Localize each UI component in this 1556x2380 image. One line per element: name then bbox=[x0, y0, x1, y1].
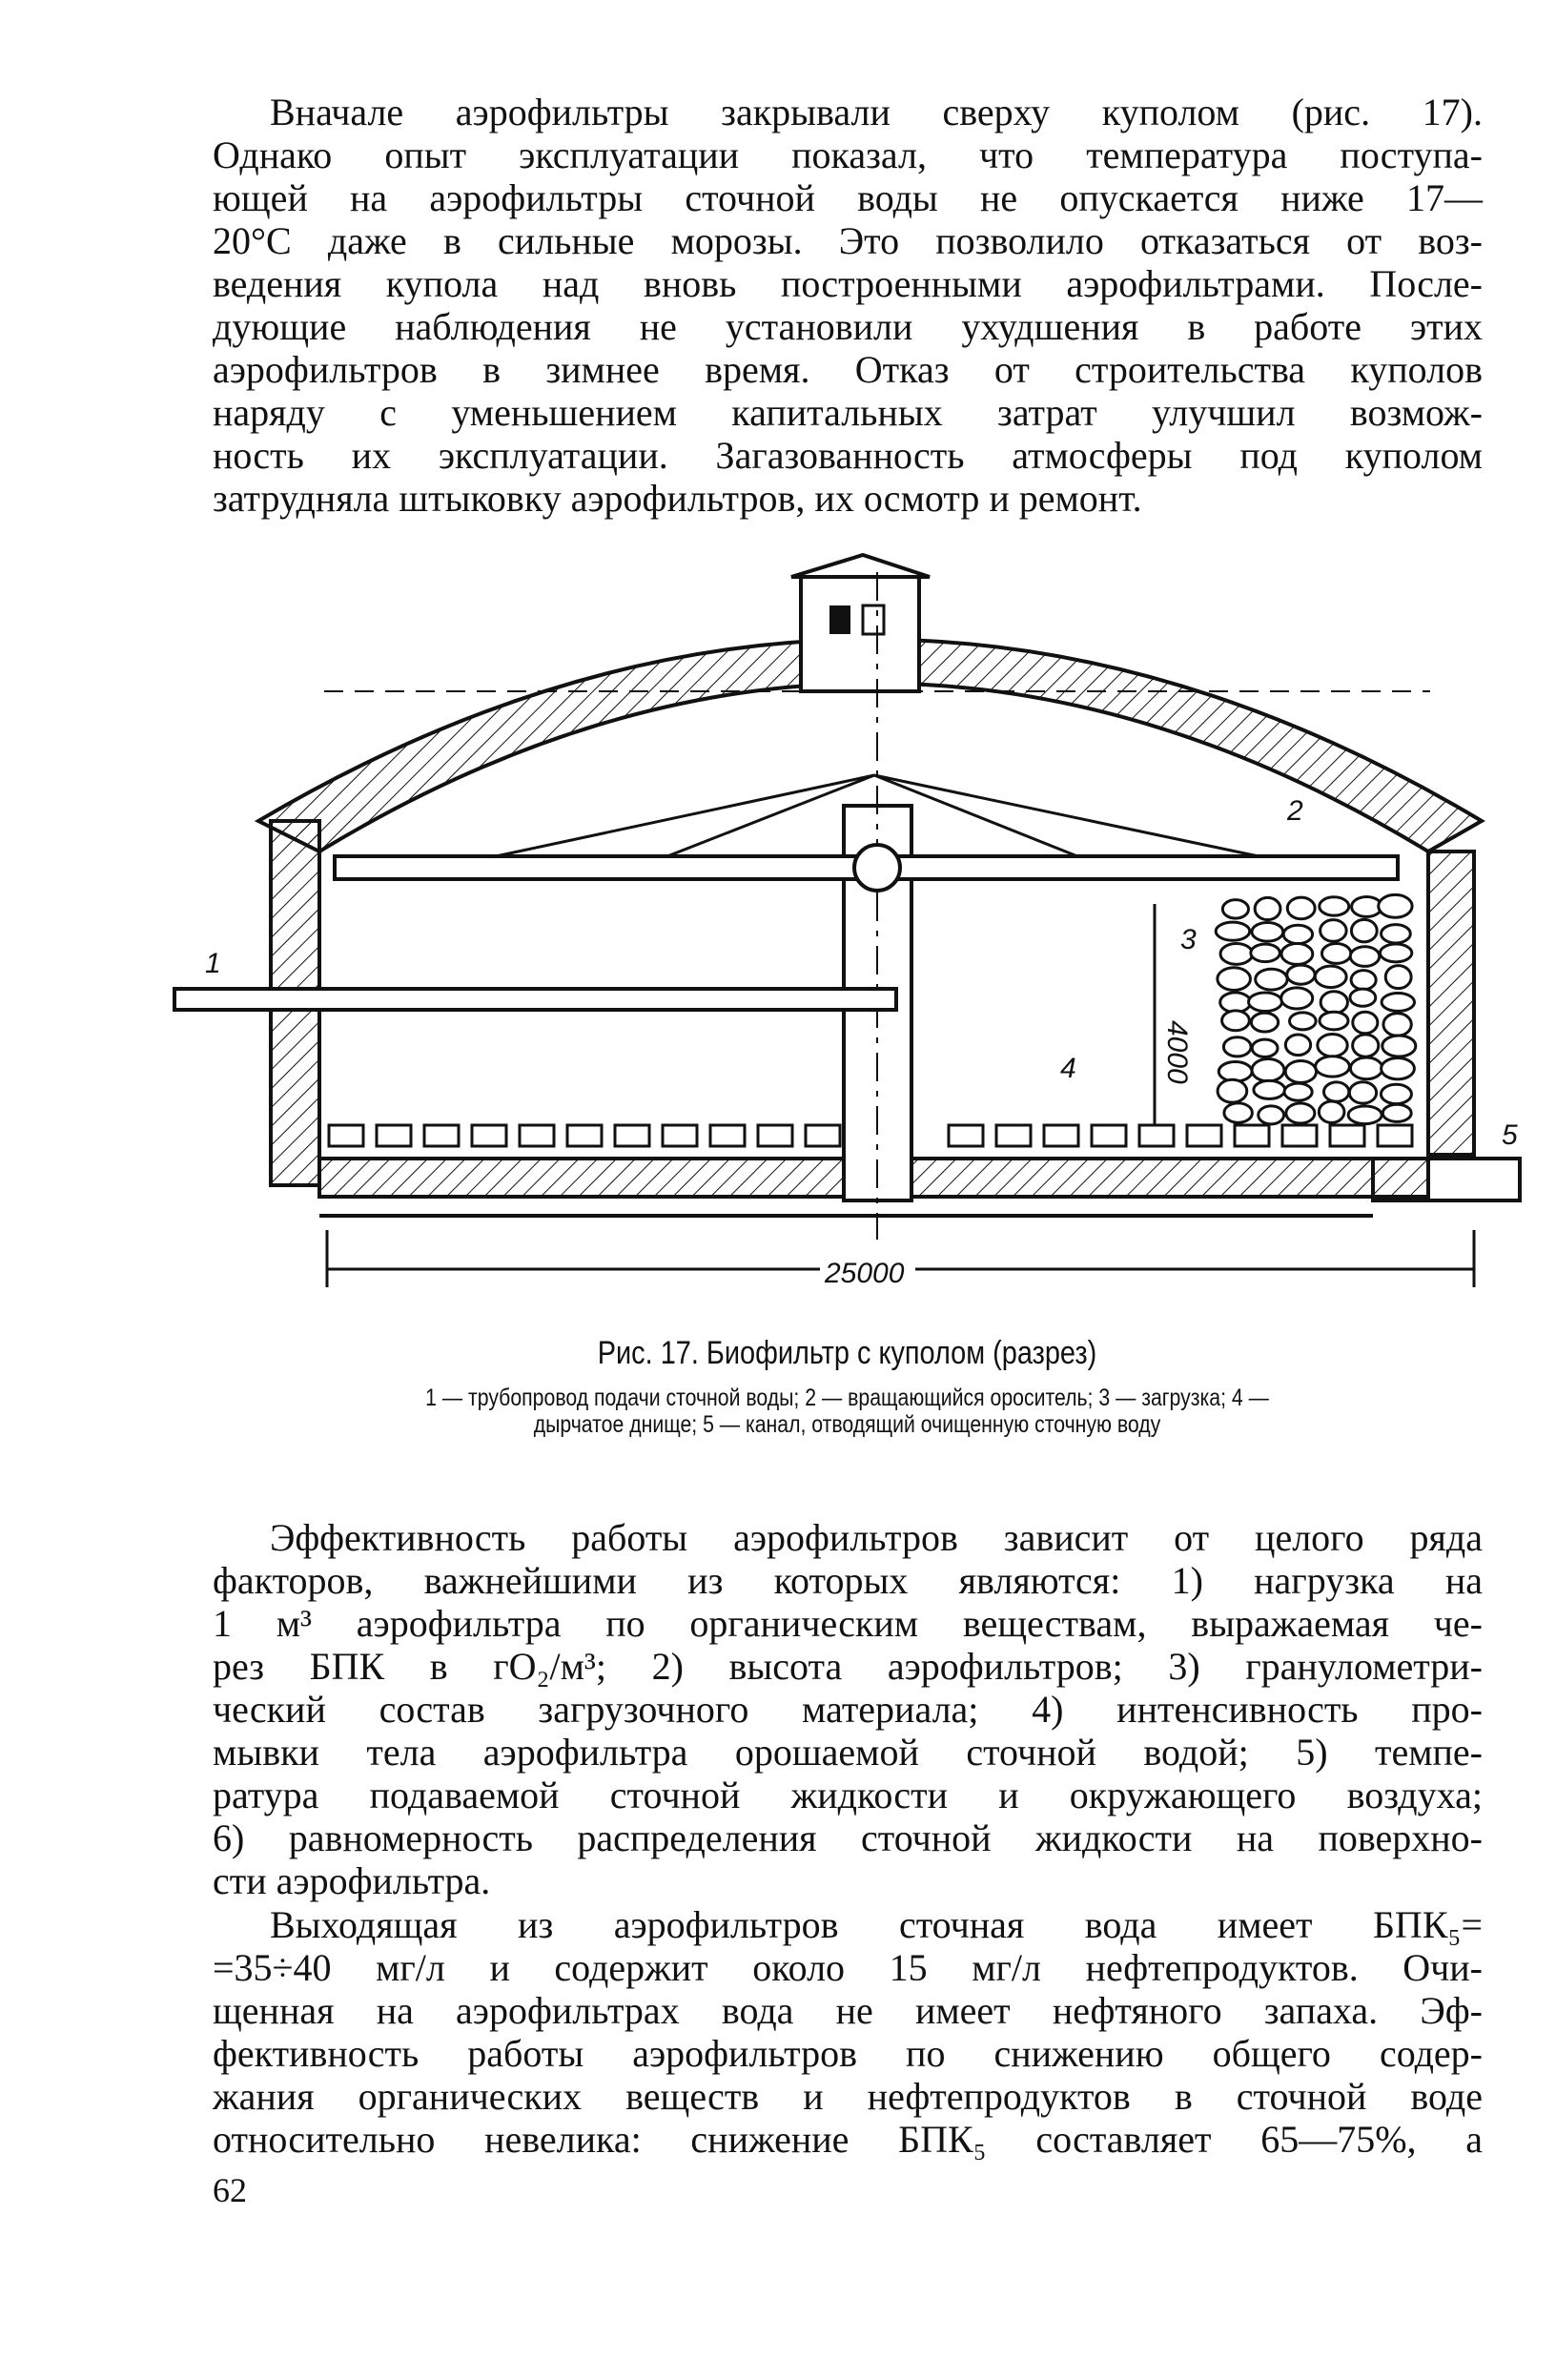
perforation-block bbox=[520, 1125, 554, 1146]
stone bbox=[1281, 944, 1313, 965]
stone bbox=[1385, 966, 1411, 989]
stone bbox=[1382, 925, 1411, 943]
stone bbox=[1223, 1037, 1251, 1057]
label-4: 4 bbox=[1060, 1053, 1076, 1084]
width-dimension: 25000 bbox=[825, 1258, 905, 1289]
stone bbox=[1382, 1036, 1416, 1057]
stone bbox=[1252, 1058, 1284, 1080]
text-line: щенная на аэрофильтрах вода не имеет нефтяного запаха. Эф- bbox=[213, 1989, 1483, 2032]
stone bbox=[1218, 968, 1251, 991]
stone bbox=[1315, 966, 1346, 987]
stone bbox=[1256, 969, 1287, 990]
stone bbox=[1290, 1013, 1317, 1030]
label-2: 2 bbox=[1287, 795, 1303, 827]
stone bbox=[1285, 1060, 1316, 1082]
perforation-block bbox=[806, 1125, 840, 1146]
stone bbox=[1350, 947, 1380, 967]
stone bbox=[1382, 1104, 1411, 1121]
perforation-block bbox=[1330, 1125, 1364, 1146]
perforation-block bbox=[1187, 1125, 1221, 1146]
stone bbox=[1316, 1057, 1350, 1077]
text-line: Вначале аэрофильтры закрывали сверху куполом (рис. 17). bbox=[270, 91, 1483, 133]
filter-load-stones bbox=[1216, 894, 1416, 1124]
perforation-block bbox=[567, 1125, 602, 1146]
text-line: ющей на аэрофильтры сточной воды не опускается ниже 17— bbox=[213, 176, 1483, 219]
stone bbox=[1287, 897, 1315, 919]
text-line: аэрофильтров в зимнее время. Отказ от строительства куполов bbox=[213, 348, 1483, 391]
text-line: ведения купола над вновь построенными аэрофильтрами. После- bbox=[213, 262, 1483, 305]
perforation-block bbox=[615, 1125, 649, 1146]
stone bbox=[1252, 1039, 1278, 1057]
stone bbox=[1281, 988, 1313, 1009]
label-3: 3 bbox=[1180, 924, 1197, 955]
right-wall bbox=[1428, 851, 1474, 1155]
text-line: ратура подаваемой сточной жидкости и окружающего воздуха; bbox=[213, 1774, 1483, 1816]
perforation-block bbox=[472, 1125, 506, 1146]
stone bbox=[1255, 897, 1280, 919]
stone bbox=[1321, 992, 1347, 1014]
text-line: факторов, важнейшими из которых являются: 1) нагрузка на bbox=[213, 1559, 1483, 1602]
stone bbox=[1382, 994, 1414, 1012]
stone bbox=[1222, 900, 1248, 918]
stone bbox=[1350, 1057, 1382, 1079]
stone bbox=[1351, 919, 1377, 942]
text-line: 1 м³ аэрофильтра по органическим веществам, выражаемая че- bbox=[213, 1602, 1483, 1645]
text-line: относительно невелика: снижение БПК₅ составляет 65—75%, а bbox=[213, 2118, 1483, 2161]
text-line: ность их эксплуатации. Загазованность атмосферы под куполом bbox=[213, 434, 1483, 477]
stone bbox=[1222, 1011, 1250, 1031]
text-line: наряду с уменьшением капитальных затрат улучшил возмож- bbox=[213, 391, 1483, 434]
stone bbox=[1379, 894, 1412, 917]
stone bbox=[1380, 944, 1411, 962]
perforation-block bbox=[424, 1125, 459, 1146]
text-line: =35÷40 мг/л и содержит около 15 мг/л нефтепродуктов. Очи- bbox=[213, 1946, 1483, 1989]
stone bbox=[1283, 925, 1312, 943]
legend-line: 1 — трубопровод подачи сточной воды; 2 — вращающийся ороситель; 3 — загрузка; 4 — bbox=[425, 1385, 1269, 1411]
stone bbox=[1324, 1082, 1349, 1101]
stone bbox=[1381, 1084, 1411, 1103]
stone bbox=[1349, 1082, 1376, 1103]
text-line: жания органических веществ и нефтепродуктов в сточной воде bbox=[213, 2075, 1483, 2118]
perforation-block bbox=[758, 1125, 792, 1146]
stone bbox=[1252, 922, 1283, 941]
stone bbox=[1216, 922, 1250, 940]
text-line: мывки тела аэрофильтра орошаемой сточной водой; 5) темпе- bbox=[213, 1731, 1483, 1774]
text-line: фективность работы аэрофильтров по снижению общего содер- bbox=[213, 2032, 1483, 2075]
text-line: Эффективность работы аэрофильтров зависит от целого ряда bbox=[270, 1516, 1483, 1559]
perforation-block bbox=[1235, 1125, 1269, 1146]
stone bbox=[1249, 993, 1282, 1012]
stone bbox=[1320, 897, 1349, 915]
figure-caption-legend bbox=[276, 1385, 1419, 1438]
perforation-block bbox=[949, 1125, 983, 1146]
stone bbox=[1220, 943, 1253, 964]
perforation-block bbox=[1378, 1125, 1412, 1146]
stone bbox=[1348, 1106, 1382, 1124]
perforation-block bbox=[1044, 1125, 1078, 1146]
stone bbox=[1318, 1035, 1347, 1057]
stone bbox=[1351, 971, 1376, 990]
text-line: Выходящая из аэрофильтров сточная вода имеет БПК₅= bbox=[270, 1903, 1483, 1946]
stone bbox=[1321, 920, 1347, 942]
perforation-block bbox=[663, 1125, 697, 1146]
perforation-block bbox=[329, 1125, 363, 1146]
page-number: 62 bbox=[213, 2171, 247, 2209]
perforation-block bbox=[710, 1125, 745, 1146]
text-line: дующие наблюдения не установили ухудшения в работе этих bbox=[213, 305, 1483, 348]
stone bbox=[1382, 1057, 1415, 1078]
stone bbox=[1319, 1101, 1344, 1122]
stone bbox=[1383, 1014, 1411, 1036]
stone bbox=[1284, 1083, 1312, 1100]
stone bbox=[1287, 965, 1315, 984]
stone bbox=[1286, 1103, 1315, 1123]
perforation-block bbox=[1282, 1125, 1317, 1146]
paragraph-3 bbox=[213, 1903, 1483, 2161]
text-line: 6) равномерность распределения сточной жидкости на поверхно- bbox=[213, 1816, 1483, 1859]
stone bbox=[1224, 1103, 1252, 1123]
figure-caption-title: Рис. 17. Биофильтр с куполом (разрез) bbox=[597, 1335, 1097, 1371]
perforation-block bbox=[996, 1125, 1031, 1146]
text-line: затрудняла штыковку аэрофильтров, их осмотр и ремонт. bbox=[213, 477, 1142, 520]
stone bbox=[1259, 1106, 1284, 1124]
stone bbox=[1251, 1013, 1278, 1032]
text-line: Однако опыт эксплуатации показал, что температура поступа- bbox=[213, 133, 1483, 176]
stone bbox=[1285, 1035, 1310, 1056]
paragraph-2 bbox=[213, 1516, 1483, 1902]
stone bbox=[1254, 1080, 1285, 1098]
stone bbox=[1218, 1079, 1247, 1102]
text-line: сти аэрофильтра. bbox=[213, 1859, 491, 1902]
ventilation-box bbox=[791, 555, 930, 691]
stone bbox=[1320, 1012, 1348, 1030]
text-line: ческий состав загрузочного материала; 4) интенсивность про- bbox=[213, 1688, 1483, 1731]
stone bbox=[1321, 943, 1350, 963]
height-dimension: 4000 bbox=[1161, 1020, 1193, 1084]
perforation-block bbox=[1139, 1125, 1174, 1146]
text-line: рез БПК в гО₂/м³; 2) высота аэрофильтров; 3) гранулометри- bbox=[213, 1645, 1483, 1688]
inlet-pipe bbox=[174, 989, 896, 1010]
legend-line: дырчатое днище; 5 — канал, отводящий очищенную сточную воду bbox=[533, 1411, 1161, 1438]
text-line: 20°С даже в сильные морозы. Это позволило отказаться от воз- bbox=[213, 219, 1483, 262]
label-5: 5 bbox=[1502, 1119, 1518, 1151]
perforation-block bbox=[377, 1125, 411, 1146]
label-1: 1 bbox=[205, 948, 221, 979]
perforation-block bbox=[1092, 1125, 1126, 1146]
stone bbox=[1251, 944, 1280, 962]
stone bbox=[1353, 1012, 1378, 1034]
stone bbox=[1350, 989, 1376, 1006]
stone bbox=[1353, 1035, 1379, 1057]
